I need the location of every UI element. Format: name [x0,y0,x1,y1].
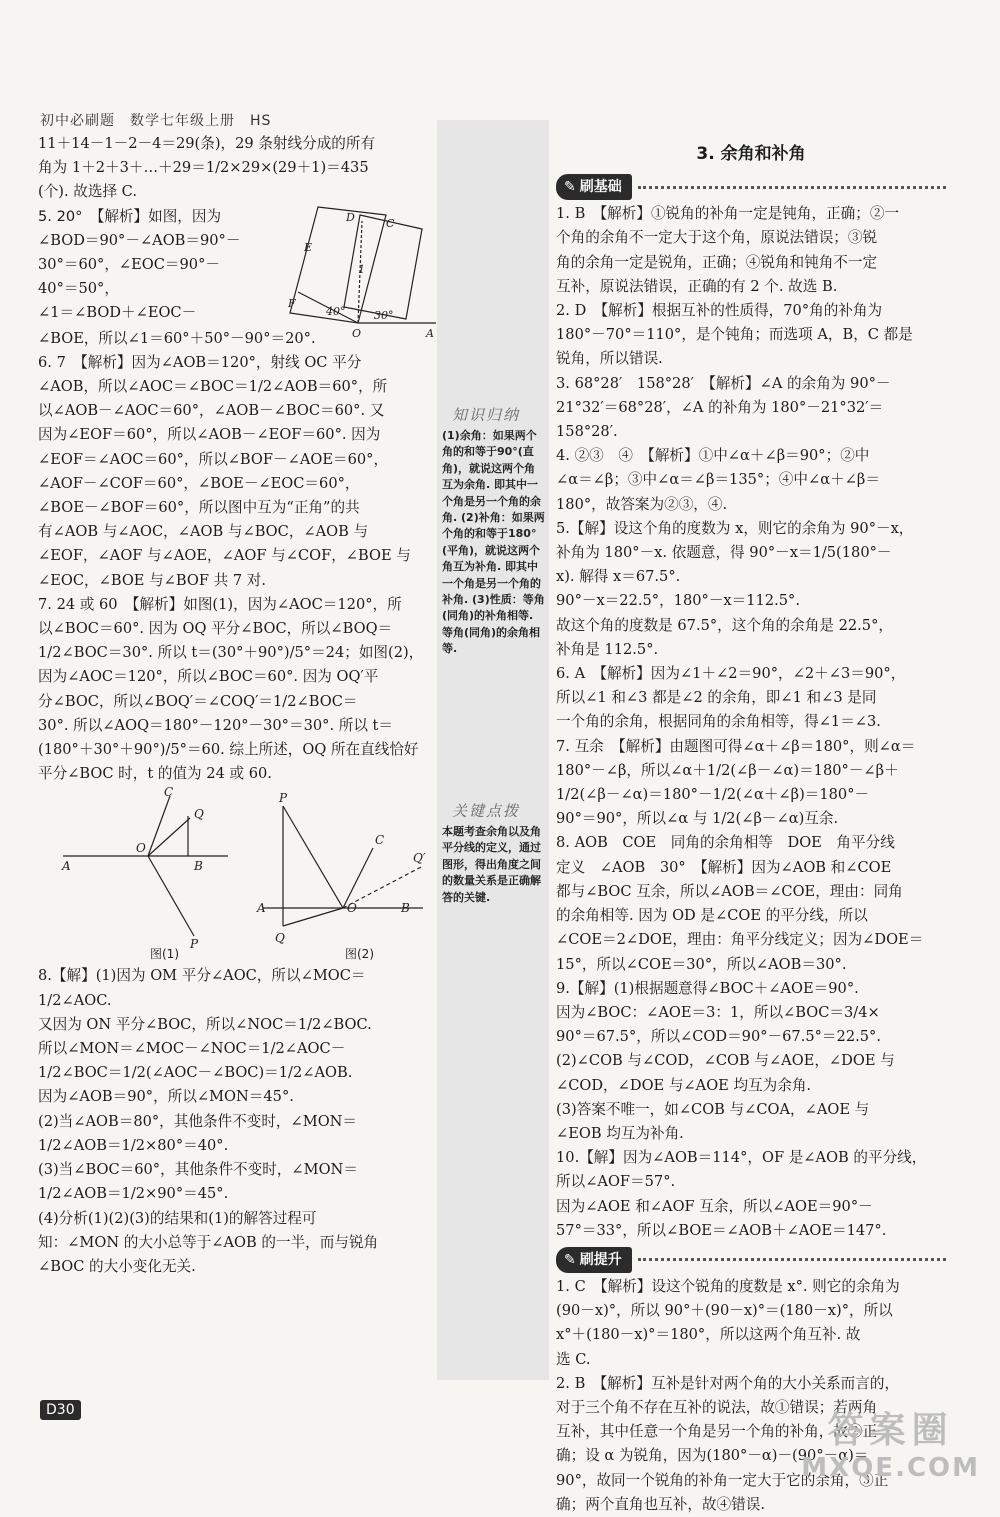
answer-line: 选 C. [556,1350,591,1368]
fig-label: F [288,296,296,310]
answer-line: 1/2(∠β－∠α)＝180°－1/2(∠α＋∠β)＝180°－ [556,786,870,804]
answer-line: (2)∠COB 与∠COD，∠COB 与∠AOE，∠DOE 与 [556,1052,895,1070]
answer-line: 又因为 ON 平分∠BOC，所以∠NOC＝1/2∠BOC. [38,1015,372,1033]
sidebar-background [437,120,549,1380]
answer-line: 对于三个角不存在互补的说法，故①错误；若两角 [556,1398,878,1416]
answer-line: 故这个角的度数是 67.5°，这个角的余角是 22.5°， [556,616,893,634]
fig2-caption: 图(2) [345,947,374,962]
answer-line: 以∠AOB－∠AOC＝60°，∠AOB－∠BOC＝60°. 又 [38,402,385,420]
answer-line: ∠COD，∠DOE 与∠AOE 均互为余角. [556,1076,812,1094]
answer-line: 21°32′＝68°28′，∠A 的补角为 180°－21°32′＝ [556,398,884,416]
answer-line: 因为∠AOB＝90°，所以∠MON＝45°. [38,1088,294,1106]
answer-line: 因为∠EOF＝60°，所以∠AOB－∠EOF＝60°. 因为 [38,426,381,444]
q5-block [38,205,434,337]
answer-line: (3)答案不唯一，如∠COB 与∠COA，∠AOE 与 [556,1100,870,1118]
answer-line: 15°，所以∠COE＝30°，所以∠AOB＝30°. [556,955,847,973]
answer-line: 平分∠BOC 时，t 的值为 24 或 60. [38,765,272,783]
answer-line: 8. AOB COE 同角的余角相等 DOE 角平分线 [556,834,895,852]
answer-line: 以∠BOC＝60°. 因为 OQ 平分∠BOC，所以∠BOQ＝ [38,620,393,638]
answer-line: 3. 68°28′ 158°28′ 【解析】∠A 的余角为 90°－ [556,374,891,392]
answer-line: 因为∠AOE 和∠AOF 互余，所以∠AOE＝90°－ [556,1197,873,1215]
answer-line: 7. 24 或 60 【解析】如图(1)，因为∠AOC＝120°，所 [38,595,402,613]
answer-line: 30°. 所以∠AOQ＝180°－120°－30°＝30°. 所以 t＝ [38,716,394,734]
answer-line: ∠AOF－∠COF＝60°，∠BOE－∠EOC＝60°， [38,474,360,492]
sidebar-note-1: (1)余角：如果两个角的和等于90°(直角)，就说这两个角互为余角. 即其中一个角是另一个角的余角. (2)补角：如果两个角的和等于180°(平角)，就说这两个角互为补角. 即其中一个角是另一个角的补角. (3)性质：等角(同角)的补角相等. 等角(同角)的余角相等. [442,429,545,656]
answer-line: ∠α＝∠β；③中∠α＝∠β＝135°；④中∠α＋∠β＝ [556,471,880,489]
right-column [556,142,946,1517]
answer-line: 5. 20° 【解析】如图，因为 [38,207,222,225]
fig1-caption: 图(1) [150,947,179,962]
badge-advanced [556,1247,632,1273]
answer-line: 57°＝33°，所以∠BOE＝∠AOB＋∠AOE＝147°. [556,1221,887,1239]
badge-basic [556,174,632,200]
answer-line: 因为∠BOC：∠AOE＝3：1，所以∠BOC＝3/4× [556,1003,880,1021]
answer-line: (4)分析(1)(2)(3)的结果和(1)的解答过程可 [38,1209,317,1227]
section-title: 3. 余角和补角 [696,144,806,164]
fig-label: Q [275,931,285,946]
answer-line: 4. ②③ ④ 【解析】①中∠α＋∠β＝90°；②中 [556,447,870,465]
page-number: D30 [40,1400,81,1420]
answer-line: 知：∠MON 的大小总等于∠AOB 的一半，而与锐角 [38,1233,379,1251]
answer-line: 补角是 112.5°. [556,640,659,658]
fig-label: A [62,859,71,874]
fig-label: O [136,841,146,856]
badge-label: 刷提升 [579,1251,622,1268]
answer-line: 互补，其中任意一个角是另一个角的补角，故②正 [556,1423,878,1441]
answer-line: 6. A 【解析】因为∠1＋∠2＝90°，∠2＋∠3＝90°， [556,665,906,683]
fig-label: 40° [326,304,346,318]
section-badge-advanced [556,1247,946,1273]
answer-line: ∠EOB 均互为补角. [556,1124,684,1142]
answer-line: 1. B 【解析】①锐角的补角一定是钝角，正确；②一 [556,205,900,223]
answer-line: 确；两个直角也互补，故④错误. [556,1495,765,1513]
answer-line: 互补，原说法错误，正确的有 2 个. 故选 B. [556,277,838,295]
fig-label: C [164,786,174,800]
fig-label: A [257,901,266,916]
answer-line: 确；设 α 为锐角，因为(180°－α)－(90°－α)＝ [556,1447,869,1465]
answer-line: (2)当∠AOB＝80°，其他条件不变时，∠MON＝ [38,1112,358,1130]
fig-label: B [194,859,203,874]
running-header: 初中必刷题 数学七年级上册 HS [40,113,272,129]
answer-line: ∠BOD＝90°－∠AOB＝90°－ [38,231,241,249]
answer-line: ∠1＝∠BOD＋∠EOC－ [38,304,197,322]
answer-line: (90－x)°，所以 90°＋(90－x)°＝(180－x)°，所以 [556,1302,893,1320]
answer-line: 8.【解】(1)因为 OM 平分∠AOC，所以∠MOC＝ [38,967,366,985]
answer-line: 定义 ∠AOB 30° 【解析】因为∠AOB 和∠COE [556,858,892,876]
answer-line: ∠BOE－∠BOF＝60°，所以图中互为“正角”的共 [38,499,360,517]
answer-line: 11＋14－1－2－4＝29(条)，29 条射线分成的所有 [38,135,376,152]
fig-label: 1 [358,262,365,276]
figure-q5 [288,197,438,337]
pen-icon: ✎ [564,179,576,196]
answer-line: 所以∠1 和∠3 都是∠2 的余角，即∠1 和∠3 是同 [556,689,877,707]
answer-line: 补角为 180°－x. 依题意，得 90°－x＝1/5(180°－ [556,544,892,562]
answer-line: ∠EOF＝∠AOC＝60°，所以∠BOF－∠AOE＝60°， [38,450,389,468]
dotted-rule [638,1258,946,1261]
answer-line: 角为 1＋2＋3＋…＋29＝1/2×29×(29＋1)＝435 [38,159,369,177]
answer-line: 30°＝60°，∠EOC＝90°－ [38,256,220,274]
fig-label: A [426,326,434,337]
answer-line: 1/2∠AOB＝1/2×90°＝45°. [38,1185,229,1203]
answer-line: 1/2∠AOC. [38,991,112,1009]
answer-line: x). 解得 x＝67.5°. [556,568,681,586]
answer-line: ∠AOB，所以∠AOC＝∠BOC＝1/2∠AOB＝60°，所 [38,378,388,396]
fig-label: B [401,901,410,916]
answer-line: 180°－∠β，所以∠α＋1/2(∠β－∠α)＝180°－∠β＋ [556,761,899,779]
answer-line: 因为∠AOC＝120°，所以∠BOC＝60°. 因为 OQ′平 [38,668,379,686]
fig-label: P [190,937,199,952]
answer-line: 锐角，所以错误. [556,350,663,368]
fig-label: C [386,216,395,230]
answer-line: 40°＝50°， [38,280,119,298]
answer-line: 10.【解】因为∠AOB＝114°，OF 是∠AOB 的平分线， [556,1149,927,1167]
pen-icon: ✎ [564,1251,576,1268]
answer-line: 180°－70°＝110°，是个钝角；而选项 A，B，C 都是 [556,326,913,344]
fig-label: P [279,791,288,806]
answer-line: 所以∠AOF＝57°. [556,1173,676,1191]
answer-line: 90°，故同一个锐角的补角一定大于它的余角，③正 [556,1471,889,1489]
answer-line: ∠COE＝2∠DOE，理由：角平分线定义；因为∠DOE＝ [556,931,924,949]
answer-line: 角的余角一定是锐角，正确；④锐角和钝角不一定 [556,253,878,271]
answer-line: ∠EOF，∠AOF 与∠AOE，∠AOF 与∠COF，∠BOE 与 [38,547,411,565]
fig-label: C [375,833,385,848]
answer-line: (180°＋30°＋90°)/5°＝60. 综上所述，OQ 所在直线恰好 [38,741,419,759]
fig-label: E [304,240,313,254]
fig-label: O [352,326,362,337]
fig-label: O [347,901,357,916]
answer-line: 90°＝90°，所以∠α 与 1/2(∠β－∠α)互余. [556,810,839,828]
answer-line: (3)当∠BOC＝60°，其他条件不变时，∠MON＝ [38,1161,358,1179]
watermark [801,1402,980,1483]
dotted-rule [638,186,946,189]
left-column [38,132,434,1279]
answer-line: 7. 互余 【解析】由题图可得∠α＋∠β＝180°，则∠α＝ [556,737,916,755]
answer-line: 2. D 【解析】根据互补的性质得，70°角的补角为 [556,302,883,320]
fig-label: 30° [374,308,394,322]
answer-line: 1/2∠AOB＝1/2×80°＝40°. [38,1136,229,1154]
answer-line: 1/2∠BOC＝30°. 所以 t＝(30°＋90°)/5°＝24；如图(2)， [38,644,424,662]
badge-label: 刷基础 [579,179,622,196]
answer-line: 5.【解】设这个角的度数为 x，则它的余角为 90°－x， [556,519,914,537]
sidebar-heading-2: 关键点拨 [452,802,521,820]
answer-line: x°＋(180－x)°＝180°，所以这两个角互补. 故 [556,1326,861,1344]
answer-line: 90°＝67.5°，所以∠COD＝90°－67.5°＝22.5°. [556,1028,881,1046]
answer-line: 158°28′. [556,423,618,441]
answer-line: 180°，故答案为②③，④. [556,495,728,513]
figure-2 [253,786,433,961]
sidebar-note-2: 本题考查余角以及角平分线的定义，通过图形，得出角度之间的数量关系是正确解答的关键. [442,825,541,904]
answer-line: 1/2∠BOC＝1/2(∠AOC－∠BOC)＝1/2∠AOB. [38,1064,353,1082]
fig-label: Q′ [413,851,426,866]
answer-line: 有∠AOB 与∠AOC，∠AOB 与∠BOC，∠AOB 与 [38,523,369,541]
fig-label: D [346,210,355,224]
section-badge-basic [556,174,946,200]
answer-line: 6. 7 【解析】因为∠AOB＝120°，射线 OC 平分 [38,353,362,371]
fig-label: Q [194,807,204,822]
watermark-bottom: MXQE.COM [801,1453,980,1483]
answer-line: 的余角相等. 因为 OD 是∠COE 的平分线，所以 [556,907,868,925]
answer-line: ∠BOC 的大小变化无关. [38,1257,196,1275]
answer-line: 所以∠MON＝∠MOC－∠NOC＝1/2∠AOC－ [38,1040,346,1058]
watermark-top: 答案圈 [827,1410,954,1451]
figure-1 [58,786,228,961]
answer-line: 一个角的余角，根据同角的余角相等，得∠1＝∠3. [556,713,881,731]
answer-line: 都与∠BOC 互余，所以∠AOB＝∠COE，理由：同角 [556,882,903,900]
answer-line: (个). 故选择 C. [38,183,137,201]
answer-line: 90°－x＝22.5°，180°－x＝112.5°. [556,592,800,610]
answer-line: 分∠BOC，所以∠BOQ′＝∠COQ′＝1/2∠BOC＝ [38,692,358,710]
answer-line: ∠BOE，所以∠1＝60°＋50°－90°＝20°. [38,329,316,347]
answer-line: 个角的余角不一定大于这个角，原说法错误；③锐 [556,229,878,247]
answer-line: 9.【解】(1)根据题意得∠BOC＋∠AOE＝90°. [556,979,859,997]
sidebar-heading-1: 知识归纳 [452,406,521,424]
answer-line: ∠EOC，∠BOE 与∠BOF 共 7 对. [38,571,267,589]
answer-line: 2. B 【解析】互补是针对两个角的大小关系而言的， [556,1374,900,1392]
answer-line: 1. C 【解析】设这个锐角的度数是 x°. 则它的余角为 [556,1277,900,1295]
q7-figures [38,786,434,964]
